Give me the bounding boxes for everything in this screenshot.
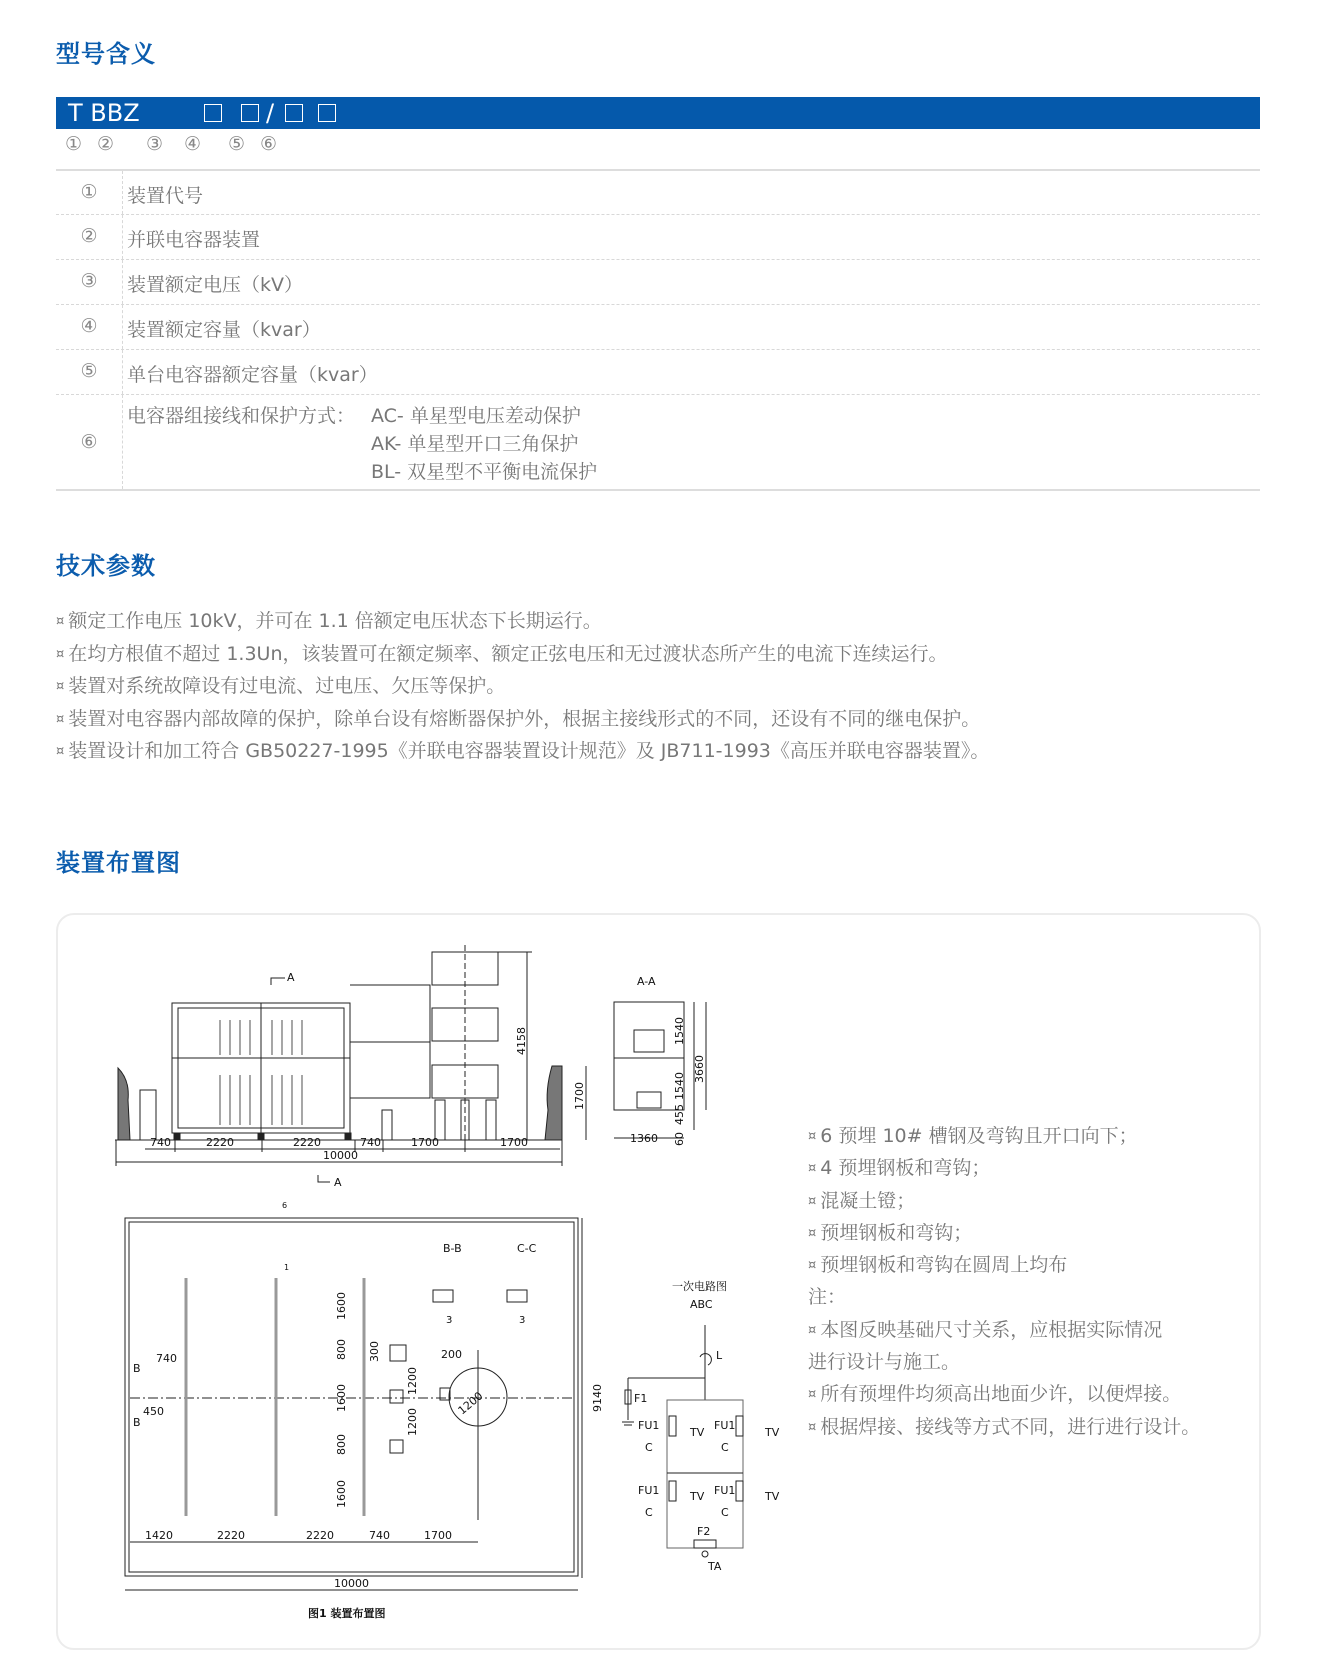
- section-title-tech: 技术参数: [56, 552, 156, 580]
- label-f2: F2: [697, 1525, 711, 1538]
- section-title-layout: 装置布置图: [56, 849, 181, 877]
- row-text: 装置额定电压（kV）: [127, 274, 304, 296]
- dim-text: 1600: [335, 1292, 348, 1320]
- label-c: C: [645, 1441, 653, 1454]
- model-code: T BBZ: [68, 99, 140, 127]
- label-fu1: FU1: [638, 1484, 660, 1497]
- dim-text: 455: [673, 1104, 686, 1125]
- dim-text: 740: [150, 1136, 171, 1149]
- item-text: 额定工作电压 10kV，并可在 1.1 倍额定电压状态下长期运行。: [68, 610, 602, 632]
- label-ta: TA: [708, 1560, 722, 1573]
- figure-caption: 图1 装置布置图: [308, 1607, 386, 1620]
- item-text: 装置设计和加工符合 GB50227-1995《并联电容器装置设计规范》及 JB711-1993《高压并联电容器装置》。: [68, 740, 990, 762]
- note-item: [808, 1217, 1200, 1249]
- option-ak: AK- 单星型开口三角保护: [371, 433, 579, 455]
- dim-text: 1200: [406, 1408, 419, 1436]
- note-text: 本图反映基础尺寸关系，应根据实际情况: [820, 1318, 1163, 1341]
- dim-text: 740: [369, 1529, 390, 1542]
- dim-text: 2220: [293, 1136, 321, 1149]
- label-c: C: [721, 1441, 729, 1454]
- dim-text: 2220: [206, 1136, 234, 1149]
- marker-4: ④: [184, 133, 202, 155]
- marker-1: ①: [65, 133, 83, 155]
- callout-text: 1: [284, 1263, 290, 1272]
- label-reactor: L: [716, 1349, 723, 1362]
- note-label: 注：: [808, 1286, 847, 1309]
- note-text: 4 预埋钢板和弯钩；: [820, 1157, 991, 1180]
- item-text: 装置对系统故障设有过电流、过电压、欠压等保护。: [68, 675, 506, 697]
- bullet-icon: ¤: [808, 1193, 817, 1209]
- note-text: 预埋钢板和弯钩；: [820, 1221, 973, 1244]
- label-tv: TV: [765, 1490, 780, 1503]
- section-marker-b: B: [133, 1362, 141, 1375]
- option-bl: BL- 双星型不平衡电流保护: [371, 461, 598, 483]
- slash: /: [266, 99, 275, 127]
- item-text: 在均方根值不超过 1.3Un，该装置可在额定频率、额定正弦电压和无过渡状态所产生的电流下连续运行。: [68, 642, 948, 665]
- marker-6: ⑥: [260, 133, 278, 155]
- section-marker-a-top: A: [287, 971, 295, 984]
- dim-text: 3660: [693, 1055, 706, 1083]
- marker-2: ②: [97, 133, 115, 155]
- note-text: 6 预埋 10# 槽钢及弯钩且开口向下；: [820, 1125, 1138, 1147]
- dim-text: 740: [156, 1352, 177, 1365]
- dim-text: 1700: [424, 1529, 452, 1542]
- dim-text: 9140: [591, 1384, 604, 1412]
- dim-text: 10000: [323, 1149, 358, 1162]
- section-marker-a-bottom: A: [334, 1176, 342, 1189]
- note-item: [808, 1378, 1200, 1410]
- dim-text: 2220: [306, 1529, 334, 1542]
- note-item: [808, 1411, 1200, 1443]
- note-item: [808, 1185, 1200, 1217]
- row-number: ⑥: [80, 431, 98, 453]
- label-fu1: FU1: [638, 1419, 660, 1432]
- note-text: 根据焊接、接线等方式不同，进行进行设计。: [820, 1415, 1201, 1438]
- bullet-icon: ¤: [808, 1161, 817, 1177]
- callout-text: 6: [282, 1201, 288, 1210]
- bullet-icon: ¤: [56, 646, 65, 662]
- row-text: 并联电容器装置: [127, 229, 261, 251]
- row-text: 电容器组接线和保护方式：: [127, 405, 356, 427]
- bullet-icon: ¤: [56, 679, 65, 694]
- section-aa-title: A-A: [637, 975, 656, 988]
- row-number: ⑤: [80, 360, 98, 382]
- bullet-icon: ¤: [808, 1387, 817, 1403]
- label-tv: TV: [690, 1490, 705, 1503]
- label-c: C: [721, 1506, 729, 1519]
- callout-text: 3: [519, 1315, 526, 1326]
- dim-text: 1700: [573, 1082, 586, 1110]
- dim-text: 740: [360, 1136, 381, 1149]
- dim-text: 1200: [455, 1389, 486, 1418]
- note-text: 所有预埋件均须高出地面少许，以便焊接。: [820, 1383, 1182, 1406]
- bullet-icon: ¤: [56, 744, 65, 759]
- item-text: 装置对电容器内部故障的保护，除单台设有熔断器保护外，根据主接线形式的不同，还设有不同的继电保护。: [68, 707, 981, 730]
- dim-text: 800: [335, 1339, 348, 1360]
- note-item: [808, 1314, 1200, 1346]
- dim-text: 1540: [673, 1072, 686, 1100]
- circuit-phase: ABC: [690, 1298, 713, 1311]
- dim-text: 1600: [335, 1384, 348, 1412]
- row-text: 单台电容器额定容量（kvar）: [127, 364, 378, 386]
- dim-text: 1360: [630, 1132, 658, 1145]
- dim-text: 450: [143, 1405, 164, 1418]
- note-text: 预埋钢板和弯钩在圆周上均布: [820, 1254, 1068, 1277]
- label-f1: F1: [634, 1392, 648, 1405]
- bullet-icon: ¤: [808, 1225, 817, 1241]
- dim-text: 1540: [673, 1017, 686, 1045]
- bullet-icon: ¤: [808, 1322, 817, 1338]
- bullet-icon: ¤: [56, 711, 65, 727]
- dim-text: 1700: [411, 1136, 439, 1149]
- dim-text: 200: [441, 1348, 462, 1361]
- row-number: ④: [80, 315, 98, 337]
- row-text: 装置额定容量（kvar）: [127, 319, 321, 341]
- dim-text: 10000: [334, 1577, 369, 1590]
- label-fu1: FU1: [714, 1419, 736, 1432]
- bullet-icon: ¤: [808, 1258, 817, 1274]
- option-ac: AC- 单星型电压差动保护: [371, 405, 581, 427]
- circuit-title: 一次电路图: [672, 1280, 727, 1293]
- marker-3: ③: [146, 133, 164, 155]
- label-fu1: FU1: [714, 1484, 736, 1497]
- marker-5: ⑤: [228, 133, 246, 155]
- dim-text: 300: [368, 1341, 381, 1362]
- section-cc-title: C-C: [517, 1242, 537, 1255]
- note-item: [808, 1152, 1200, 1184]
- row-text: 装置代号: [127, 185, 204, 207]
- section-title-model: 型号含义: [56, 40, 156, 68]
- dim-text: 4158: [515, 1027, 528, 1055]
- note-item: [808, 1120, 1200, 1152]
- bullet-icon: ¤: [808, 1419, 817, 1435]
- dim-text: 800: [335, 1434, 348, 1455]
- note-text: 混凝土镫；: [820, 1189, 916, 1212]
- plan-view: [125, 1218, 582, 1590]
- layout-notes: [808, 1120, 1200, 1443]
- label-tv: TV: [765, 1426, 780, 1439]
- dim-text: 60: [673, 1132, 686, 1146]
- row-number: ②: [80, 225, 98, 247]
- callout-text: 3: [446, 1315, 453, 1326]
- section-bb-title: B-B: [443, 1242, 462, 1255]
- note-item: [808, 1249, 1200, 1281]
- dim-text: 1200: [406, 1367, 419, 1395]
- dim-text: 1700: [500, 1136, 528, 1149]
- label-tv: TV: [690, 1426, 705, 1439]
- bullet-icon: ¤: [56, 614, 65, 629]
- dim-text: 1420: [145, 1529, 173, 1542]
- bullet-icon: ¤: [808, 1129, 817, 1144]
- label-c: C: [645, 1506, 653, 1519]
- dim-text: 2220: [217, 1529, 245, 1542]
- note-item-continued: 进行设计与施工。: [808, 1351, 961, 1374]
- section-marker-b: B: [133, 1416, 141, 1429]
- row-number: ①: [80, 181, 98, 203]
- row-number: ③: [80, 270, 98, 292]
- dim-text: 1600: [335, 1480, 348, 1508]
